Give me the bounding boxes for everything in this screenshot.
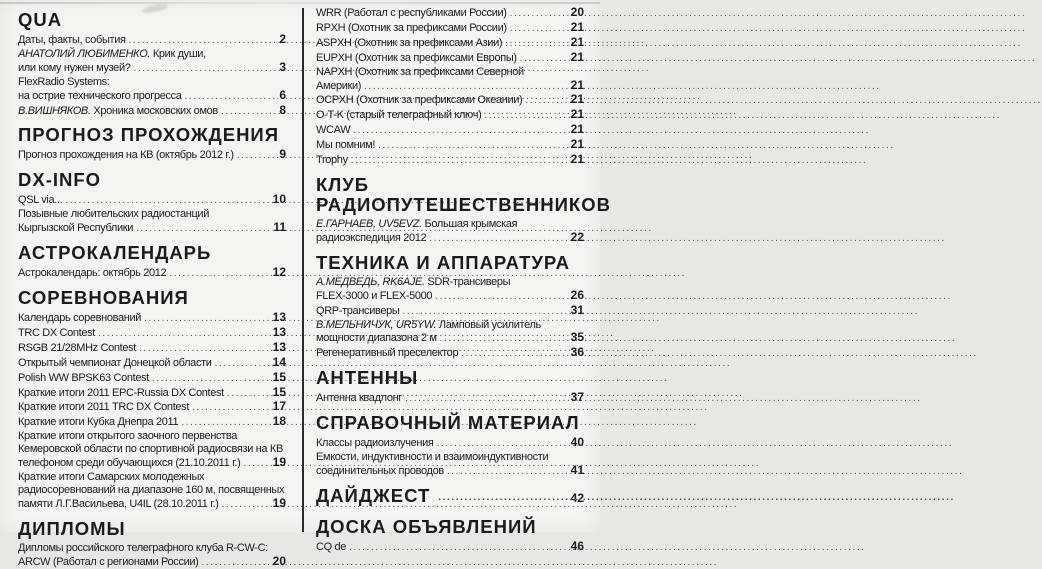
page-number: 21 bbox=[570, 92, 584, 107]
toc-entry-text: OCPXH (Охотник за префиксами Океании) bbox=[316, 94, 523, 107]
page-number: 41 bbox=[570, 462, 584, 477]
toc-line bbox=[18, 555, 286, 569]
toc-line bbox=[316, 391, 584, 406]
toc-entry bbox=[18, 104, 286, 119]
dot-leader bbox=[144, 313, 264, 326]
toc-line bbox=[18, 484, 286, 497]
toc-line bbox=[18, 311, 286, 326]
toc-entry bbox=[18, 386, 286, 401]
toc-entry-text: Классы радиоизлучения bbox=[316, 437, 434, 450]
toc-line bbox=[316, 6, 584, 21]
toc-line bbox=[18, 104, 286, 119]
toc-section bbox=[18, 170, 286, 236]
toc-entry bbox=[316, 21, 584, 36]
toc-entry-text: Позывные любительских радиостанций bbox=[18, 208, 210, 221]
toc-line bbox=[316, 138, 584, 153]
toc-entry bbox=[18, 33, 286, 48]
page-number: 13 bbox=[272, 339, 286, 354]
toc-line bbox=[18, 542, 286, 555]
section-title bbox=[18, 10, 286, 30]
toc-line bbox=[18, 89, 286, 104]
toc-section bbox=[18, 243, 286, 281]
toc-entry bbox=[316, 540, 584, 555]
toc-section bbox=[316, 6, 584, 168]
dot-leader bbox=[98, 328, 264, 341]
dot-leader bbox=[139, 343, 264, 356]
page-number: 21 bbox=[570, 107, 584, 122]
toc-line bbox=[18, 371, 286, 386]
toc-entry-text: или кому нужен музей? bbox=[18, 61, 131, 74]
toc-entry bbox=[18, 471, 286, 512]
section-title bbox=[316, 173, 611, 215]
page-number: 21 bbox=[570, 137, 584, 152]
dot-leader bbox=[351, 155, 562, 168]
page-number: 36 bbox=[570, 345, 584, 360]
page-number: 17 bbox=[272, 399, 286, 414]
section-title-line: QUA bbox=[18, 9, 63, 30]
toc-entry bbox=[316, 123, 584, 138]
toc-entry-text: на острие технического прогресса bbox=[18, 89, 182, 102]
toc-line bbox=[316, 153, 584, 168]
toc-line bbox=[18, 33, 286, 48]
toc-entry bbox=[18, 208, 286, 236]
page-number: 21 bbox=[570, 122, 584, 137]
page-number: 21 bbox=[570, 49, 584, 64]
toc-line bbox=[18, 48, 286, 61]
page-number: 14 bbox=[272, 354, 286, 369]
toc-entry-text: NAPXH (Охотник за префиксами Северной bbox=[316, 65, 524, 78]
toc-entry-text: Америки) bbox=[316, 79, 362, 92]
toc-line bbox=[18, 415, 286, 430]
page-number: 26 bbox=[570, 287, 584, 302]
page-number: 10 bbox=[272, 192, 286, 207]
toc-line bbox=[18, 266, 286, 281]
toc-entry bbox=[18, 542, 286, 569]
dot-leader bbox=[436, 438, 562, 451]
dot-leader bbox=[353, 125, 562, 138]
toc-line bbox=[18, 443, 286, 456]
toc-entry-text: памяти Л.Г.Васильева, U4IL (28.10.2011 г.) bbox=[18, 497, 219, 510]
toc-line bbox=[316, 540, 584, 555]
toc-line bbox=[18, 471, 286, 484]
page-number: 12 bbox=[272, 265, 286, 280]
page-number: 15 bbox=[272, 369, 286, 384]
dot-leader bbox=[378, 140, 562, 153]
toc-line bbox=[18, 430, 286, 443]
toc-entry bbox=[316, 451, 584, 479]
dot-leader bbox=[185, 91, 264, 104]
toc-line bbox=[316, 79, 584, 94]
dot-leader bbox=[136, 223, 264, 236]
toc-entry-text: Trophy bbox=[316, 154, 348, 167]
toc-line bbox=[18, 497, 286, 512]
toc-line bbox=[18, 326, 286, 341]
toc-entry-text: ASPXH (Охотник за префиксами Азии) bbox=[316, 36, 503, 49]
section-title-line: DX-INFO bbox=[18, 169, 102, 191]
toc-line bbox=[316, 36, 584, 51]
toc-line bbox=[316, 331, 584, 346]
column-divider bbox=[302, 8, 304, 532]
toc-entry-text: EUPXH (Охотник за префиксами Европы) bbox=[316, 51, 517, 64]
section-title bbox=[18, 125, 286, 145]
toc-line bbox=[316, 346, 584, 361]
toc-entry-text: Краткие итоги Кубка Днепра 2011 bbox=[18, 416, 179, 429]
toc-line bbox=[18, 400, 286, 415]
dot-leader bbox=[461, 348, 562, 361]
toc-line bbox=[18, 76, 286, 89]
toc-line bbox=[316, 436, 584, 451]
toc-entry-text: Краткие итоги Самарских молодежных bbox=[18, 470, 205, 483]
toc-line bbox=[18, 356, 286, 371]
toc-entry-rest: Большая крымская bbox=[424, 217, 518, 230]
dot-leader bbox=[65, 195, 264, 208]
page-number: 19 bbox=[272, 455, 286, 470]
toc-entry bbox=[18, 415, 286, 430]
page-number: 20 bbox=[570, 5, 584, 19]
toc-entry bbox=[316, 93, 584, 108]
toc-entry-text: FlexRadio Systems: bbox=[18, 75, 110, 88]
toc-entry bbox=[316, 391, 584, 406]
toc-entry bbox=[316, 153, 584, 168]
toc-entry-text: Открытый чемпионат Донецкой области bbox=[18, 356, 212, 369]
toc-entry bbox=[316, 108, 584, 123]
dot-leader bbox=[510, 8, 562, 21]
toc-line bbox=[316, 108, 584, 123]
toc-line bbox=[18, 341, 286, 356]
toc-line bbox=[316, 21, 584, 36]
toc-entry bbox=[316, 276, 584, 304]
toc-entry-text: Кыргызской Республики bbox=[18, 222, 134, 235]
page-number: 21 bbox=[570, 152, 584, 167]
toc-section bbox=[316, 517, 584, 555]
toc-entry-text: Дипломы российского телеграфного клуба R-CW-C: bbox=[18, 541, 268, 554]
section-title bbox=[316, 253, 584, 273]
page-number: 18 bbox=[272, 414, 286, 429]
toc-entry-text: QRP-трансиверы bbox=[316, 304, 400, 317]
dot-leader bbox=[525, 95, 562, 108]
toc-entry-text: Календарь соревнований bbox=[18, 311, 142, 324]
toc-entry bbox=[316, 6, 584, 21]
toc-entry-text: соединительных проводов bbox=[316, 464, 444, 477]
toc-entry bbox=[316, 66, 584, 94]
toc-entry-text: мощности диапазона 2 м bbox=[316, 332, 437, 345]
dot-leader bbox=[237, 150, 264, 163]
toc-entry-text: Прогноз прохождения на КВ (октябрь 2012 г.) bbox=[18, 149, 234, 162]
section-title bbox=[316, 486, 584, 510]
toc-entry-text: радиоэкспедиция 2012 bbox=[316, 231, 427, 244]
toc-entry-rest: Хроника московских омов bbox=[93, 104, 218, 117]
toc-entry-text: телефоном среди обучающихся (21.10.2011 г.) bbox=[18, 457, 241, 470]
dot-leader bbox=[227, 388, 264, 401]
page-number: 37 bbox=[570, 390, 584, 405]
page-number: 3 bbox=[279, 59, 286, 74]
toc-entry-text: Кемеровской области по спортивной радиосвязи на КВ bbox=[18, 443, 283, 456]
toc-entry-text: Polish WW BPSK63 Contest bbox=[18, 371, 149, 384]
toc-entry bbox=[316, 436, 584, 451]
toc-entry bbox=[18, 148, 286, 163]
toc-line bbox=[316, 123, 584, 138]
section-title bbox=[316, 517, 584, 537]
page-number: 20 bbox=[272, 553, 286, 568]
toc-section bbox=[18, 10, 286, 118]
toc-line bbox=[316, 464, 584, 479]
toc-entry-text: QSL via... bbox=[18, 194, 63, 207]
section-title bbox=[18, 288, 286, 308]
toc-entry bbox=[18, 400, 286, 415]
dot-leader bbox=[402, 306, 562, 319]
page-number: 13 bbox=[272, 309, 286, 324]
section-title bbox=[18, 243, 286, 263]
toc-entry-text: Мы помним! bbox=[316, 139, 376, 152]
dot-leader bbox=[152, 373, 264, 386]
page-number: 9 bbox=[279, 147, 286, 162]
toc-line bbox=[316, 218, 584, 231]
dot-leader bbox=[129, 35, 264, 48]
toc-entry bbox=[18, 356, 286, 371]
page-number: 31 bbox=[570, 302, 584, 317]
toc-entry bbox=[316, 138, 584, 153]
toc-entry bbox=[316, 51, 584, 66]
section-title-line: РАДИОПУТЕШЕСТВЕННИКОВ bbox=[316, 193, 611, 215]
dot-leader bbox=[181, 417, 264, 430]
section-title-text: ДАЙДЖЕСТ bbox=[316, 484, 431, 506]
toc-entry bbox=[316, 319, 584, 347]
toc-section bbox=[316, 173, 611, 246]
section-title-line: АСТРОКАЛЕНДАРЬ bbox=[18, 242, 212, 264]
page-number: 42 bbox=[570, 490, 584, 505]
dot-leader bbox=[364, 81, 562, 94]
dot-leader bbox=[202, 557, 265, 569]
toc-entry bbox=[18, 266, 286, 281]
toc-entry bbox=[18, 48, 286, 76]
author-name: Е.ГАРНАЕВ, UV5EVZ. bbox=[316, 217, 422, 230]
page-number: 46 bbox=[570, 538, 584, 553]
section-title-line: ДОСКА ОБЪЯВЛЕНИЙ bbox=[316, 515, 537, 537]
toc-entry-text bbox=[316, 276, 510, 289]
section-title-line: СПРАВОЧНЫЙ МАТЕРИАЛ bbox=[316, 412, 580, 434]
page-number: 40 bbox=[570, 435, 584, 450]
toc-entry-text bbox=[18, 48, 206, 61]
toc-entry-text: TRC DX Contest bbox=[18, 326, 96, 339]
toc-line bbox=[18, 221, 286, 236]
toc-line bbox=[316, 66, 584, 79]
section-title bbox=[18, 519, 286, 539]
dot-leader bbox=[222, 499, 264, 512]
dot-leader bbox=[243, 458, 264, 471]
toc-left-column bbox=[18, 0, 286, 569]
section-title bbox=[316, 368, 584, 388]
toc-line bbox=[18, 456, 286, 471]
toc-section bbox=[316, 413, 584, 479]
toc-section bbox=[316, 253, 584, 361]
page-number: 21 bbox=[570, 34, 584, 49]
toc-section bbox=[18, 288, 286, 512]
toc-entry-text: Регенеративный преселектор bbox=[316, 347, 459, 360]
toc-line bbox=[18, 61, 286, 76]
dot-leader bbox=[438, 488, 562, 508]
toc-entry bbox=[316, 218, 584, 246]
toc-entry-text: O-T-K (старый телеграфный ключ) bbox=[316, 109, 482, 122]
section-title-line: КЛУБ bbox=[316, 173, 370, 195]
dot-leader bbox=[429, 233, 562, 246]
toc-line bbox=[18, 386, 286, 401]
page-number: 22 bbox=[570, 229, 584, 244]
toc-entry-text: RPXH (Охотник за префиксами России) bbox=[316, 21, 507, 34]
toc-line bbox=[316, 289, 584, 304]
dot-leader bbox=[440, 333, 562, 346]
dot-leader bbox=[192, 402, 264, 415]
toc-line bbox=[316, 51, 584, 66]
dot-leader bbox=[520, 53, 562, 66]
section-title bbox=[18, 170, 286, 190]
toc-entry-text: RSGB 21/28MHz Contest bbox=[18, 341, 136, 354]
toc-line bbox=[316, 451, 584, 464]
toc-line bbox=[316, 304, 584, 319]
toc-entry-rest: Ламповый усилитель bbox=[438, 318, 541, 331]
toc-entry-text: FLEX-3000 и FLEX-5000 bbox=[316, 289, 433, 302]
page-number: 21 bbox=[570, 19, 584, 34]
page-number: 8 bbox=[279, 102, 286, 117]
author-name: В.МЕЛЬНИЧУК, UR5YW. bbox=[316, 318, 437, 331]
toc-entry-text: Даты, факты, события bbox=[18, 34, 126, 46]
dot-leader bbox=[405, 393, 562, 406]
author-name: В.ВИШНЯКОВ. bbox=[18, 104, 91, 117]
author-name: АНАТОЛИЙ ЛЮБИМЕНКО. bbox=[18, 47, 151, 60]
toc-entry bbox=[316, 304, 584, 319]
toc-entry bbox=[18, 76, 286, 104]
toc-line bbox=[18, 208, 286, 221]
toc-right-column bbox=[316, 0, 611, 555]
toc-entry-rest: Крик души, bbox=[152, 47, 206, 60]
section-title-line: ПРОГНОЗ ПРОХОЖДЕНИЯ bbox=[18, 124, 280, 146]
page-number: 15 bbox=[272, 384, 286, 399]
toc-line bbox=[18, 148, 286, 163]
toc-entry bbox=[18, 326, 286, 341]
page-number: 11 bbox=[273, 220, 286, 235]
dot-leader bbox=[169, 268, 264, 281]
toc-entry-rest: SDR-трансиверы bbox=[427, 275, 511, 288]
toc-entry-text: WRR (Работал с республиками России) bbox=[316, 7, 507, 19]
toc-entry-text: CQ de bbox=[316, 540, 347, 553]
toc-entry bbox=[18, 371, 286, 386]
toc-entry-text bbox=[316, 218, 517, 231]
dot-leader bbox=[510, 23, 562, 36]
toc-entry-text: радиосоревнований на диапазоне 160 м, посвященных bbox=[18, 483, 285, 496]
section-title-line: АНТЕННЫ bbox=[316, 367, 419, 389]
dot-leader bbox=[134, 63, 264, 76]
page-number: 21 bbox=[570, 77, 584, 92]
page-number: 6 bbox=[279, 87, 286, 102]
page-number: 13 bbox=[272, 324, 286, 339]
section-title-line: ДИПЛОМЫ bbox=[18, 517, 126, 539]
dot-leader bbox=[435, 291, 562, 304]
toc-section bbox=[18, 519, 286, 569]
dot-leader bbox=[349, 542, 562, 555]
toc-section bbox=[18, 125, 286, 163]
page-number: 35 bbox=[570, 330, 584, 345]
dot-leader bbox=[215, 358, 264, 371]
toc-entry bbox=[316, 36, 584, 51]
section-title-line: ТЕХНИКА И АППАРАТУРА bbox=[316, 251, 570, 273]
toc-entry bbox=[18, 430, 286, 471]
toc-entry-text: WCAW bbox=[316, 124, 351, 137]
toc-entry-text bbox=[18, 105, 218, 118]
toc-entry-text bbox=[316, 319, 541, 332]
dot-leader bbox=[447, 466, 562, 479]
toc-line bbox=[316, 93, 584, 108]
toc-line bbox=[316, 276, 584, 289]
toc-entry-text: ARCW (Работал с регионами России) bbox=[18, 555, 199, 568]
toc-section bbox=[316, 486, 584, 510]
dot-leader bbox=[221, 106, 264, 119]
section-title bbox=[316, 413, 584, 433]
toc-entry bbox=[18, 311, 286, 326]
toc-entry bbox=[316, 346, 584, 361]
toc-line bbox=[18, 193, 286, 208]
toc-line bbox=[316, 319, 584, 332]
page-number: 2 bbox=[279, 32, 286, 46]
toc-entry-text: Краткие итоги 2011 EPC-Russia DX Contest bbox=[18, 386, 224, 399]
dot-leader bbox=[505, 38, 562, 51]
author-name: А.МЕДВЕДЬ, RK6AJE. bbox=[316, 275, 425, 288]
toc-entry-text: Краткие итоги открытого заочного первенства bbox=[18, 430, 238, 443]
toc-entry-text: Астрокалендарь: октябрь 2012 bbox=[18, 267, 167, 280]
toc-entry bbox=[18, 341, 286, 356]
toc-entry bbox=[18, 193, 286, 208]
page-number: 19 bbox=[272, 495, 286, 510]
toc-entry-text: Емкости, индуктивности и взаимоиндуктивности bbox=[316, 451, 549, 464]
toc-section bbox=[316, 368, 584, 406]
toc-line bbox=[316, 231, 584, 246]
toc-entry-text: Антенна квадлонг bbox=[316, 392, 402, 405]
toc-entry-text: Краткие итоги 2011 TRC DX Contest bbox=[18, 401, 190, 414]
dot-leader bbox=[484, 110, 562, 123]
section-title-line: СОРЕВНОВАНИЯ bbox=[18, 286, 189, 308]
